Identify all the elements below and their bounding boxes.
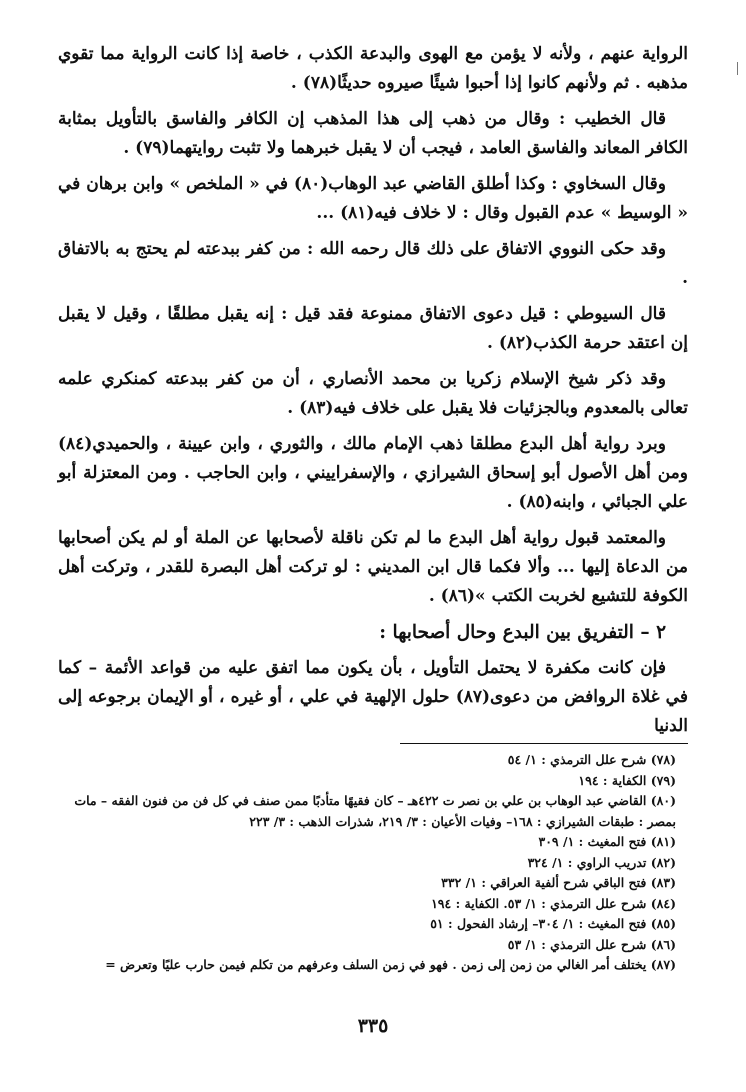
footnote-78: (٧٨) شرح علل الترمذي : ١/ ٥٤: [507, 752, 676, 767]
paragraph-2: قال الخطيب : وقال من ذهب إلى هذا المذهب إن الكافر والفاسق بالتأويل بمثابة الكافر المعاند والفاسق العامد ، فيجب أن لا يقبل خبرهما ولا تثبت روايتهما(٧٩) .: [58, 109, 688, 158]
margin-mark: [737, 62, 738, 75]
footnote-84: (٨٤) شرح علل الترمذي : ١/ ٥٣. الكفاية : ١٩٤: [431, 895, 676, 911]
footnote-83: (٨٣) فتح الباقي شرح ألفية العراقي : ١/ ٣٣٢: [441, 875, 676, 890]
footnote-87: (٨٧) يختلف أمر الغالي من زمن إلى زمن . فهو في زمن السلف وعرفهم من تكلم فيمن حارب عليًا وتعرض =: [105, 957, 676, 972]
paragraph-8: والمعتمد قبول رواية أهل البدع ما لم تكن ناقلة لأصحابها عن الملة أو لم يكن أصحابها من الدعاة إليها ... وألا فكما قال ابن المديني : لو تركت أهل البصرة للقدر ، وتركت أهل الكوفة للتشيع لخربت الكتب »(٨٦) .: [58, 528, 688, 606]
footnote-81: (٨١) فتح المغيث : ١/ ٣٠٩: [538, 834, 676, 849]
footnote-79: (٧٩) الكفاية : ١٩٤: [578, 772, 676, 788]
paragraph-1: الرواية عنهم ، ولأنه لا يؤمن مع الهوى والبدعة الكذب ، خاصة إذا كانت الرواية مما تقوي مذهبه . ثم ولأنهم كانوا إذا أحبوا شيئًا صيروه حديثًا(٧٨) .: [58, 44, 688, 93]
paragraph-4: وقد حكى النووي الاتفاق على ذلك قال رحمه الله : من كفر ببدعته لم يحتج به بالاتفاق .: [58, 239, 688, 288]
footnote-82: (٨٢) تدريب الراوي : ١/ ٣٢٤: [527, 854, 676, 870]
footnotes: [58, 750, 688, 976]
footnote-80: (٨٠) القاضي عبد الوهاب بن علي بن نصر ت ٤٢٢هـ – كان فقيهًا متأدبًا ممن صنف في كل فن من فنون الفقه – مات بمصر : طبقات الشيرازي : ١٦٨– وفيات الأعيان : ٣/ ٢١٩، شذرات الذهب : ٣/ ٢٢٣: [74, 793, 676, 829]
footnote-86: (٨٦) شرح علل الترمذي : ١/ ٥٣: [507, 936, 676, 952]
footnote-divider: [400, 743, 688, 744]
footnote-85: (٨٥) فتح المغيث : ١/ ٣٠٤– إرشاد الفحول : ٥١: [430, 916, 676, 931]
section-heading: ٢ – التفريق بين البدع وحال أصحابها :: [379, 622, 666, 643]
page-body: [58, 40, 688, 748]
paragraph-9: فإن كانت مكفرة لا يحتمل التأويل ، بأن يكون مما اتفق عليه من قواعد الأئمة – كما في غلاة الروافض من دعوى(٨٧) حلول الإلهية في علي ، أو غيره ، أو الإيمان برجوعه إلى الدنيا: [58, 658, 688, 736]
paragraph-5: قال السيوطي : قيل دعوى الاتفاق ممنوعة فقد قيل : إنه يقبل مطلقًا ، وقيل لا يقبل إن اعتقد حرمة الكذب(٨٢) .: [58, 304, 688, 353]
paragraph-6: وقد ذكر شيخ الإسلام زكريا بن محمد الأنصاري ، أن من كفر ببدعته كمنكري علمه تعالى بالمعدوم وبالجزئيات فلا يقبل على خلاف فيه(٨٣) .: [58, 369, 688, 418]
page-number: ٣٣٥: [357, 1015, 389, 1037]
paragraph-7: وبرد رواية أهل البدع مطلقا ذهب الإمام مالك ، والثوري ، وابن عيينة ، والحميدي(٨٤) ومن أهل الأصول أبو إسحاق الشيرازي ، والإسفراييني ، وابن الحاجب . ومن المعتزلة أبو علي الجبائي ، وابنه(٨٥) .: [58, 434, 688, 512]
paragraph-3: وقال السخاوي : وكذا أطلق القاضي عبد الوهاب(٨٠) في « الملخص » وابن برهان في « الوسيط » عدم القبول وقال : لا خلاف فيه(٨١) ...: [58, 174, 688, 223]
